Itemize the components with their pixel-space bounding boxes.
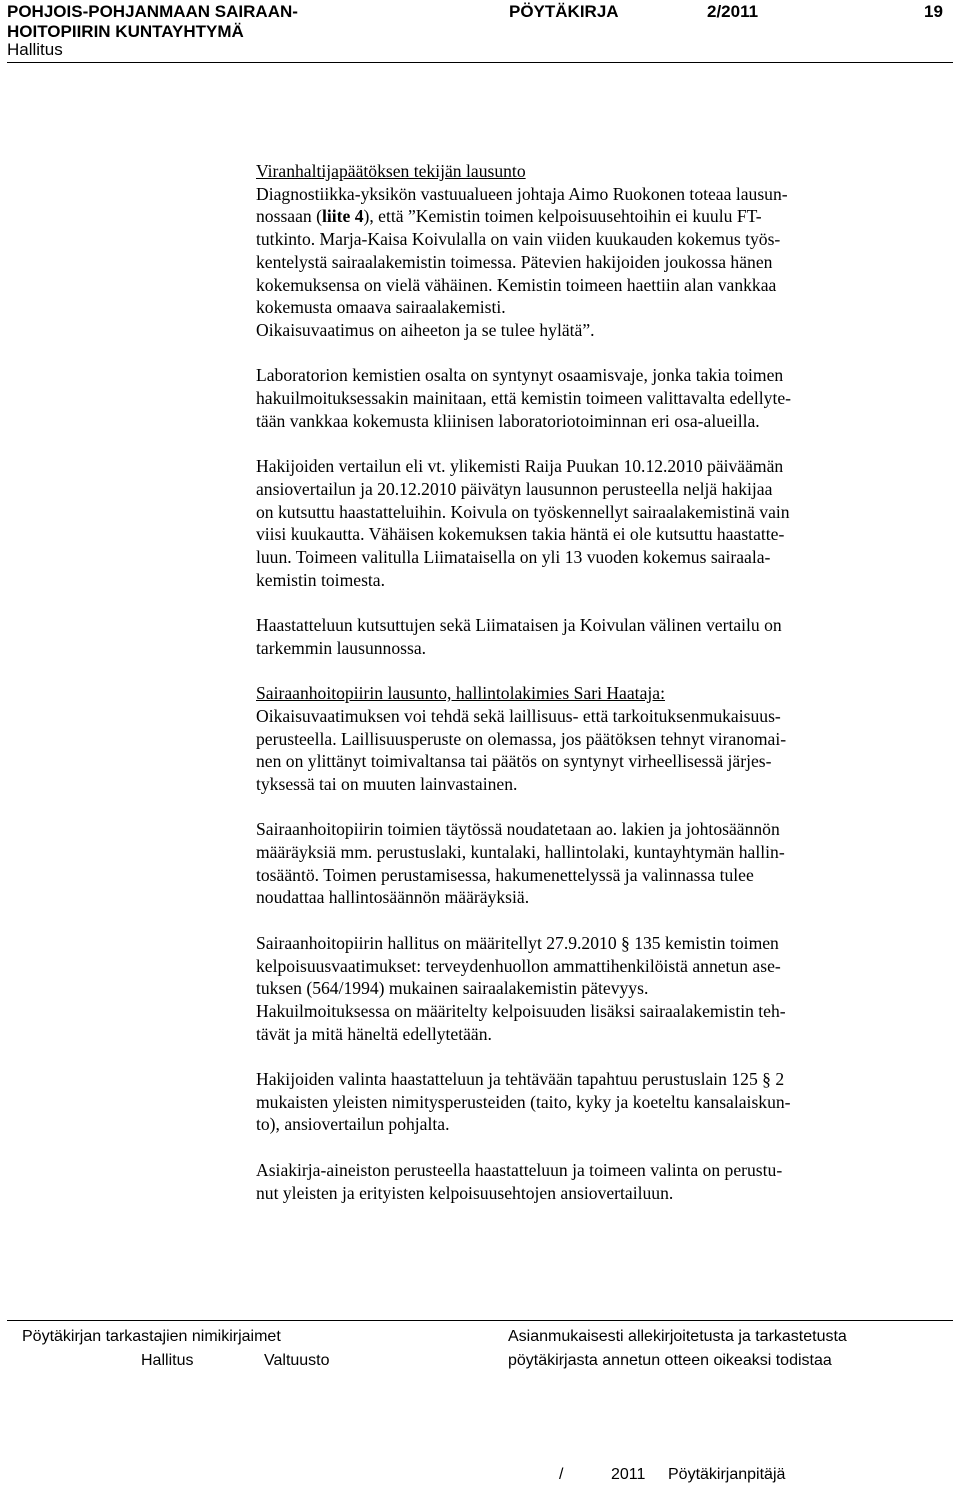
text-line: on kutsuttu haastatteluihin. Koivula on työskennellyt sairaalakemistinä vain [256, 501, 790, 522]
text-line: nen on ylittänyt toimivaltansa tai päätös on syntynyt virheellisessä järjes- [256, 751, 772, 772]
text-line: tutkinto. Marja-Kaisa Koivulalla on vain viiden kuukauden kokemus työs- [256, 229, 781, 250]
text-line: Sairaanhoitopiirin toimien täytössä noudatetaan ao. lakien ja johtosäännön [256, 819, 780, 840]
text-line: mukaisten yleisten nimitysperusteiden (taito, kyky ja koeteltu kansalaiskun- [256, 1091, 791, 1112]
paragraph-laboratory [256, 364, 948, 432]
text-line: kentelystä sairaalakemistin toimessa. Pätevien hakijoiden joukossa hänen [256, 251, 773, 272]
text-line: tään vankkaa kokemusta kliinisen laboratoriotoiminnan eri osa-alueilla. [256, 410, 760, 431]
initials-column-hallitus: Hallitus [141, 1352, 194, 1369]
minutes-keeper-label: Pöytäkirjanpitäjä [668, 1466, 786, 1483]
page-number: 19 [924, 2, 943, 21]
paragraph-regulations [256, 818, 948, 909]
header-rule [7, 62, 953, 63]
text-line: perusteella. Laillisuusperuste on olemassa, jos päätöksen tehnyt viranomai- [256, 728, 787, 749]
text-line: luun. Toimeen valitulla Liimataisella on yli 13 vuoden kokemus sairaala- [256, 546, 771, 567]
text-line: tosääntö. Toimen perustamisessa, hakumenettelyssä ja valinnassa tulee [256, 864, 754, 885]
text-line: kokemuksensa on vielä vähäinen. Kemistin toimeen haettiin alan vankkaa [256, 274, 777, 295]
text-fragment: nossaan ( [256, 206, 322, 227]
organization-name-line1: POHJOIS-POHJANMAAN SAIRAAN- [7, 2, 298, 21]
footer-rule [7, 1320, 953, 1321]
initials-column-valtuusto: Valtuusto [264, 1352, 330, 1369]
text-line [256, 205, 948, 228]
text-line: kelpoisuusvaatimukset: terveydenhuollon ammattihenkilöistä annetun ase- [256, 955, 781, 976]
text-line: Hakijoiden vertailun eli vt. ylikemisti Raija Puukan 10.12.2010 päiväämän [256, 456, 784, 477]
text-line: hakuilmoituksessakin mainitaan, että kemistin toimeen valittavalta edellyte- [256, 388, 791, 409]
initials-label: Pöytäkirjan tarkastajien nimikirjaimet [22, 1328, 281, 1345]
paragraph-district-statement [256, 682, 948, 796]
text-line: kemistin toimesta. [256, 569, 386, 590]
text-line: määräyksiä mm. perustuslaki, kuntalaki, hallintolaki, kuntayhtymän hallin- [256, 842, 785, 863]
paragraph-conclusion [256, 1159, 948, 1204]
statement-heading: Viranhaltijapäätöksen tekijän lausunto [256, 161, 526, 181]
paragraph-selection-basis [256, 1068, 948, 1136]
text-line: Oikaisuvaatimuksen voi tehdä sekä laillisuus- että tarkoituksenmukaisuus- [256, 705, 781, 726]
text-line: noudattaa hallintosäännön määräyksiä. [256, 887, 530, 908]
text-line: tyksessä tai on muuten lainvastainen. [256, 773, 518, 794]
document-type: PÖYTÄKIRJA [509, 2, 619, 21]
section-name: Hallitus [7, 40, 63, 59]
text-line: Hakijoiden valinta haastatteluun ja tehtävään tapahtuu perustuslain 125 § 2 [256, 1069, 785, 1090]
text-line: tävät ja mitä häneltä edellytetään. [256, 1023, 492, 1044]
text-line: Haastatteluun kutsuttujen sekä Liimataisen ja Koivulan välinen vertailu on [256, 615, 782, 636]
text-line: nut yleisten ja erityisten kelpoisuusehtojen ansiovertailuun. [256, 1182, 674, 1203]
document-body [256, 160, 948, 1227]
text-line: to), ansiovertailun pohjalta. [256, 1114, 450, 1135]
document-number: 2/2011 [707, 2, 759, 21]
text-line: Sairaanhoitopiirin hallitus on määritellyt 27.9.2010 § 135 kemistin toimen [256, 932, 779, 953]
text-line: Oikaisuvaatimus on aiheeton ja se tulee hylätä”. [256, 319, 595, 340]
paragraph-interview-comparison [256, 614, 948, 659]
text-line: viisi kuukautta. Vähäisen kokemuksen takia häntä ei ole kutsuttu haastatte- [256, 524, 785, 545]
paragraph-official-statement [256, 160, 948, 342]
paragraph-qualifications [256, 932, 948, 1046]
paragraph-applicant-comparison [256, 455, 948, 591]
text-line: Hakuilmoituksessa on määritelty kelpoisuuden lisäksi sairaalakemistin teh- [256, 1000, 786, 1021]
district-statement-heading: Sairaanhoitopiirin lausunto, hallintolakimies Sari Haataja: [256, 683, 665, 704]
text-fragment: ), että ”Kemistin toimen kelpoisuusehtoihin ei kuulu FT- [363, 206, 762, 227]
certification-line1: Asianmukaisesti allekirjoitetusta ja tarkastetusta [508, 1328, 847, 1345]
text-line: Laboratorion kemistien osalta on syntynyt osaamisvaje, jonka takia toimen [256, 365, 784, 386]
text-line: Diagnostiikka-yksikön vastuualueen johtaja Aimo Ruokonen toteaa lausun- [256, 183, 788, 204]
organization-name-line2: HOITOPIIRIN KUNTAYHTYMÄ [7, 22, 244, 41]
date-separator: / [559, 1466, 564, 1483]
certification-line2: pöytäkirjasta annetun otteen oikeaksi todistaa [508, 1352, 832, 1369]
text-line: tarkemmin lausunnossa. [256, 637, 427, 658]
text-line: tuksen (564/1994) mukainen sairaalakemistin pätevyys. [256, 978, 649, 999]
date-year: 2011 [611, 1466, 646, 1483]
attachment-reference: liite 4 [321, 206, 364, 227]
text-line: ansiovertailun ja 20.12.2010 päivätyn lausunnon perusteella neljä hakijaa [256, 478, 773, 499]
text-line: kokemusta omaava sairaalakemisti. [256, 297, 506, 318]
text-line: Asiakirja-aineiston perusteella haastatteluun ja toimeen valinta on perustu- [256, 1159, 783, 1180]
